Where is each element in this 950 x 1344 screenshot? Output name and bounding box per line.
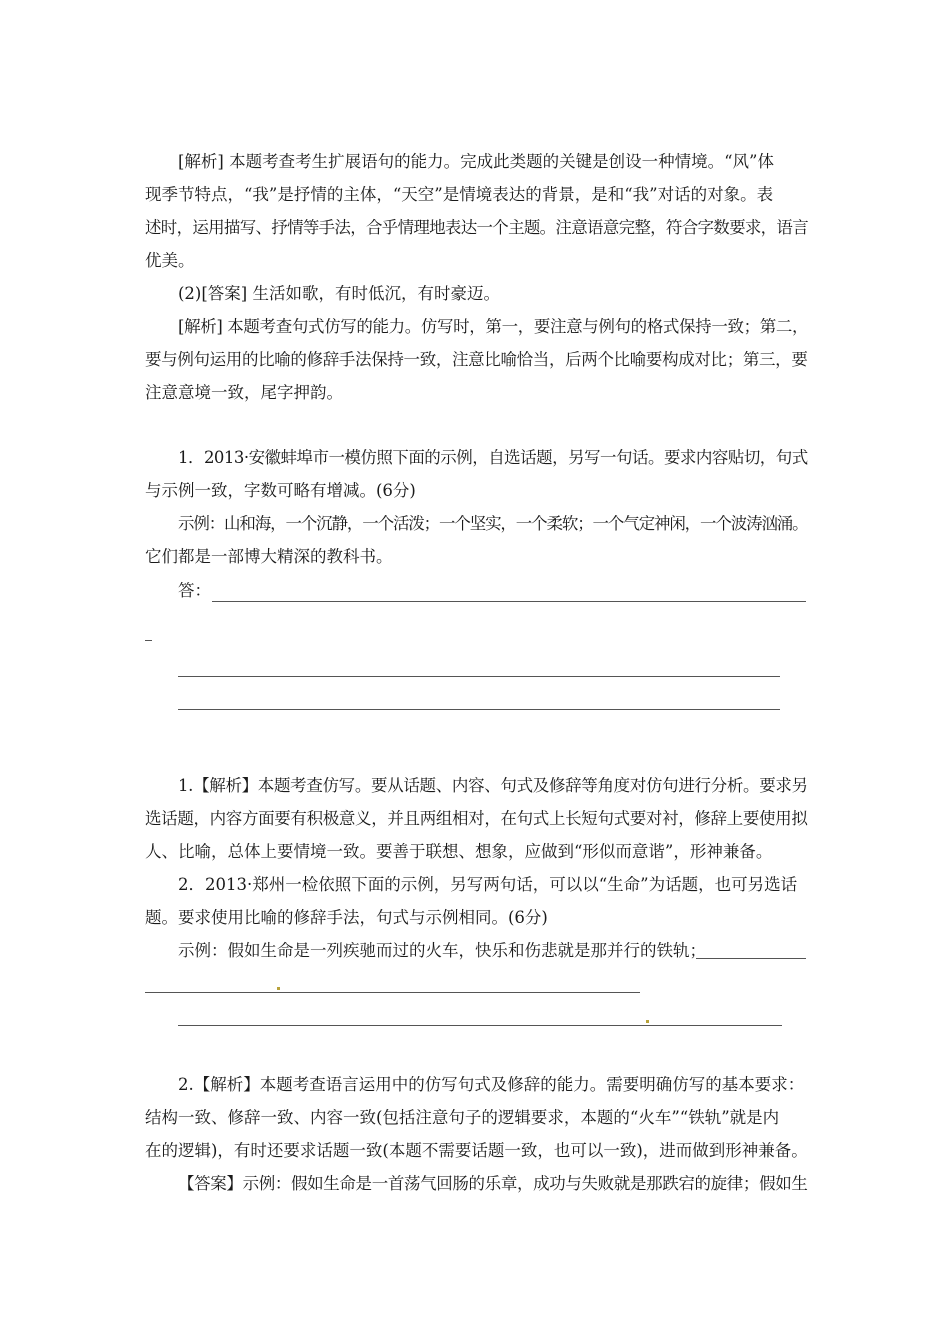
analysis-line: 选话题，内容方面要有积极意义，并且两组相对，在句式上长短句式要对衬，修辞上要使用拟 — [145, 809, 808, 828]
speck-mark — [277, 987, 280, 990]
answer-blank-line[interactable] — [696, 958, 806, 959]
analysis-line: 1.【解析】本题考查仿写。要从话题、内容、句式及修辞等角度对仿句进行分析。要求另 — [178, 776, 808, 795]
example-line: 示例：假如生命是一列疾驰而过的火车，快乐和伤悲就是那并行的铁轨； — [178, 941, 706, 960]
analysis-line: [解析] 本题考查考生扩展语句的能力。完成此类题的关键是创设一种情境。“风”体 — [178, 152, 774, 171]
analysis-line: [解析] 本题考查句式仿写的能力。仿写时，第一，要注意与例句的格式保持一致；第二， — [178, 317, 809, 336]
speck-mark — [646, 1020, 649, 1023]
blank-dash — [145, 640, 152, 641]
analysis-line: 现季节特点，“我”是抒情的主体，“天空”是情境表达的背景，是和“我”对话的对象。表 — [145, 185, 774, 204]
analysis-line: 优美。 — [145, 251, 195, 270]
answer-line: (2)[答案] 生活如歌，有时低沉，有时豪迈。 — [178, 284, 500, 303]
question-line: 题。要求使用比喻的修辞手法，句式与示例相同。(6分) — [145, 908, 548, 927]
analysis-line: 2.【解析】本题考查语言运用中的仿写句式及修辞的能力。需要明确仿写的基本要求： — [178, 1075, 805, 1094]
answer-blank-line[interactable] — [212, 601, 806, 602]
example-line: 它们都是一部博大精深的教科书。 — [145, 547, 393, 566]
answer-blank-line[interactable] — [178, 676, 780, 677]
example-line: 示例：山和海，一个沉静，一个活泼；一个坚实，一个柔软；一个气定神闲，一个波涛汹涌。 — [178, 514, 808, 533]
answer-line: 【答案】示例：假如生命是一首荡气回肠的乐章，成功与失败就是那跌宕的旋律；假如生 — [178, 1174, 808, 1193]
answer-blank-line[interactable] — [145, 992, 640, 993]
answer-blank-line[interactable] — [178, 1025, 782, 1026]
analysis-line: 在的逻辑)，有时还要求话题一致(本题不需要话题一致，也可以一致)，进而做到形神兼备。 — [145, 1141, 808, 1160]
analysis-line: 要与例句运用的比喻的修辞手法保持一致，注意比喻恰当，后两个比喻要构成对比；第三，要 — [145, 350, 808, 369]
question-line: 1．2013·安徽蚌埠市一模仿照下面的示例，自选话题，另写一句话。要求内容贴切，句式 — [178, 448, 808, 467]
question-line: 与示例一致，字数可略有增减。(6分) — [145, 481, 416, 500]
question-line: 2．2013·郑州一检依照下面的示例，另写两句话，可以以“生命”为话题，也可另选话 — [178, 875, 798, 894]
analysis-line: 述时，运用描写、抒情等手法，合乎情理地表达一个主题。注意语意完整，符合字数要求，语言 — [145, 218, 809, 237]
analysis-line: 人、比喻，总体上要情境一致。要善于联想、想象，应做到“形似而意谐”，形神兼备。 — [145, 842, 773, 861]
analysis-line: 结构一致、修辞一致、内容一致(包括注意句子的逻辑要求，本题的“火车”“铁轨”就是内 — [145, 1108, 780, 1127]
analysis-line: 注意意境一致，尾字押韵。 — [145, 383, 343, 402]
answer-label: 答： — [178, 581, 211, 600]
answer-blank-line[interactable] — [178, 709, 780, 710]
